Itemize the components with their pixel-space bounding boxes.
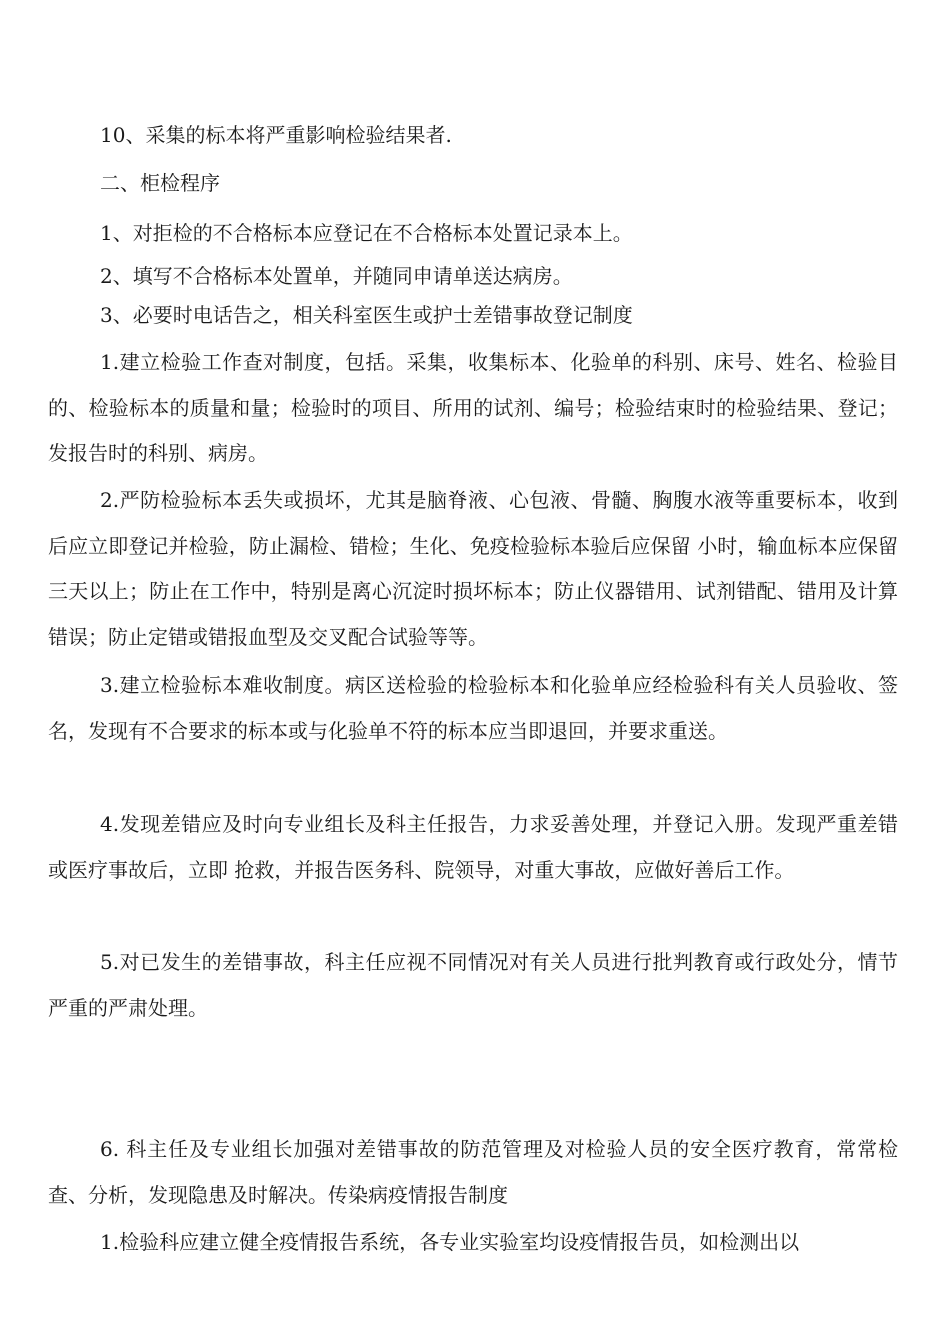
procedure-step-3: 3、必要时电话告之，相关科室医生或护士差错事故登记制度 xyxy=(100,303,633,327)
paragraph-2: 2.严防检验标本丢失或损坏，尤其是脑脊液、心包液、骨髓、胸腹水液等重要标本，收到后应立即登记并检验，防止漏检、错检；生化、免疫检验标本验后应保留 小时，输血标本应保留三天以上；防止在工作中，特别是离心沉淀时损坏标本；防止仪器错用、试剂错配、错用及计算错误；防止定错或错报血型及交叉配合试验等等。 xyxy=(48,488,898,649)
section-heading: 二、柜检程序 xyxy=(100,171,220,195)
procedure-step-1: 1、对拒检的不合格标本应登记在不合格标本处置记录本上。 xyxy=(100,221,633,245)
paragraph-7: 1.检验科应建立健全疫情报告系统，各专业实验室均设疫情报告员，如检测出以 xyxy=(100,1230,800,1254)
paragraph-4: 4.发现差错应及时向专业组长及科主任报告，力求妥善处理，并登记入册。发现严重差错或医疗事故后，立即 抢救，并报告医务科、院领导，对重大事故，应做好善后工作。 xyxy=(48,812,898,882)
paragraph-1: 1.建立检验工作查对制度，包括。采集，收集标本、化验单的科别、床号、姓名、检验目的、检验标本的质量和量；检验时的项目、所用的试剂、编号；检验结束时的检验结果、登记；发报告时的科别、病房。 xyxy=(48,350,898,465)
list-item-10: 10、采集的标本将严重影响检验结果者. xyxy=(100,123,452,147)
paragraph-5: 5.对已发生的差错事故，科主任应视不同情况对有关人员进行批判教育或行政处分，情节严重的严肃处理。 xyxy=(48,950,898,1020)
paragraph-6: 6. 科主任及专业组长加强对差错事故的防范管理及对检验人员的安全医疗教育，常常检查、分析，发现隐患及时解决。传染病疫情报告制度 xyxy=(48,1137,898,1207)
procedure-step-2: 2、填写不合格标本处置单，并随同申请单送达病房。 xyxy=(100,264,573,288)
paragraph-3: 3.建立检验标本难收制度。病区送检验的检验标本和化验单应经检验科有关人员验收、签名，发现有不合要求的标本或与化验单不符的标本应当即退回，并要求重送。 xyxy=(48,673,898,743)
